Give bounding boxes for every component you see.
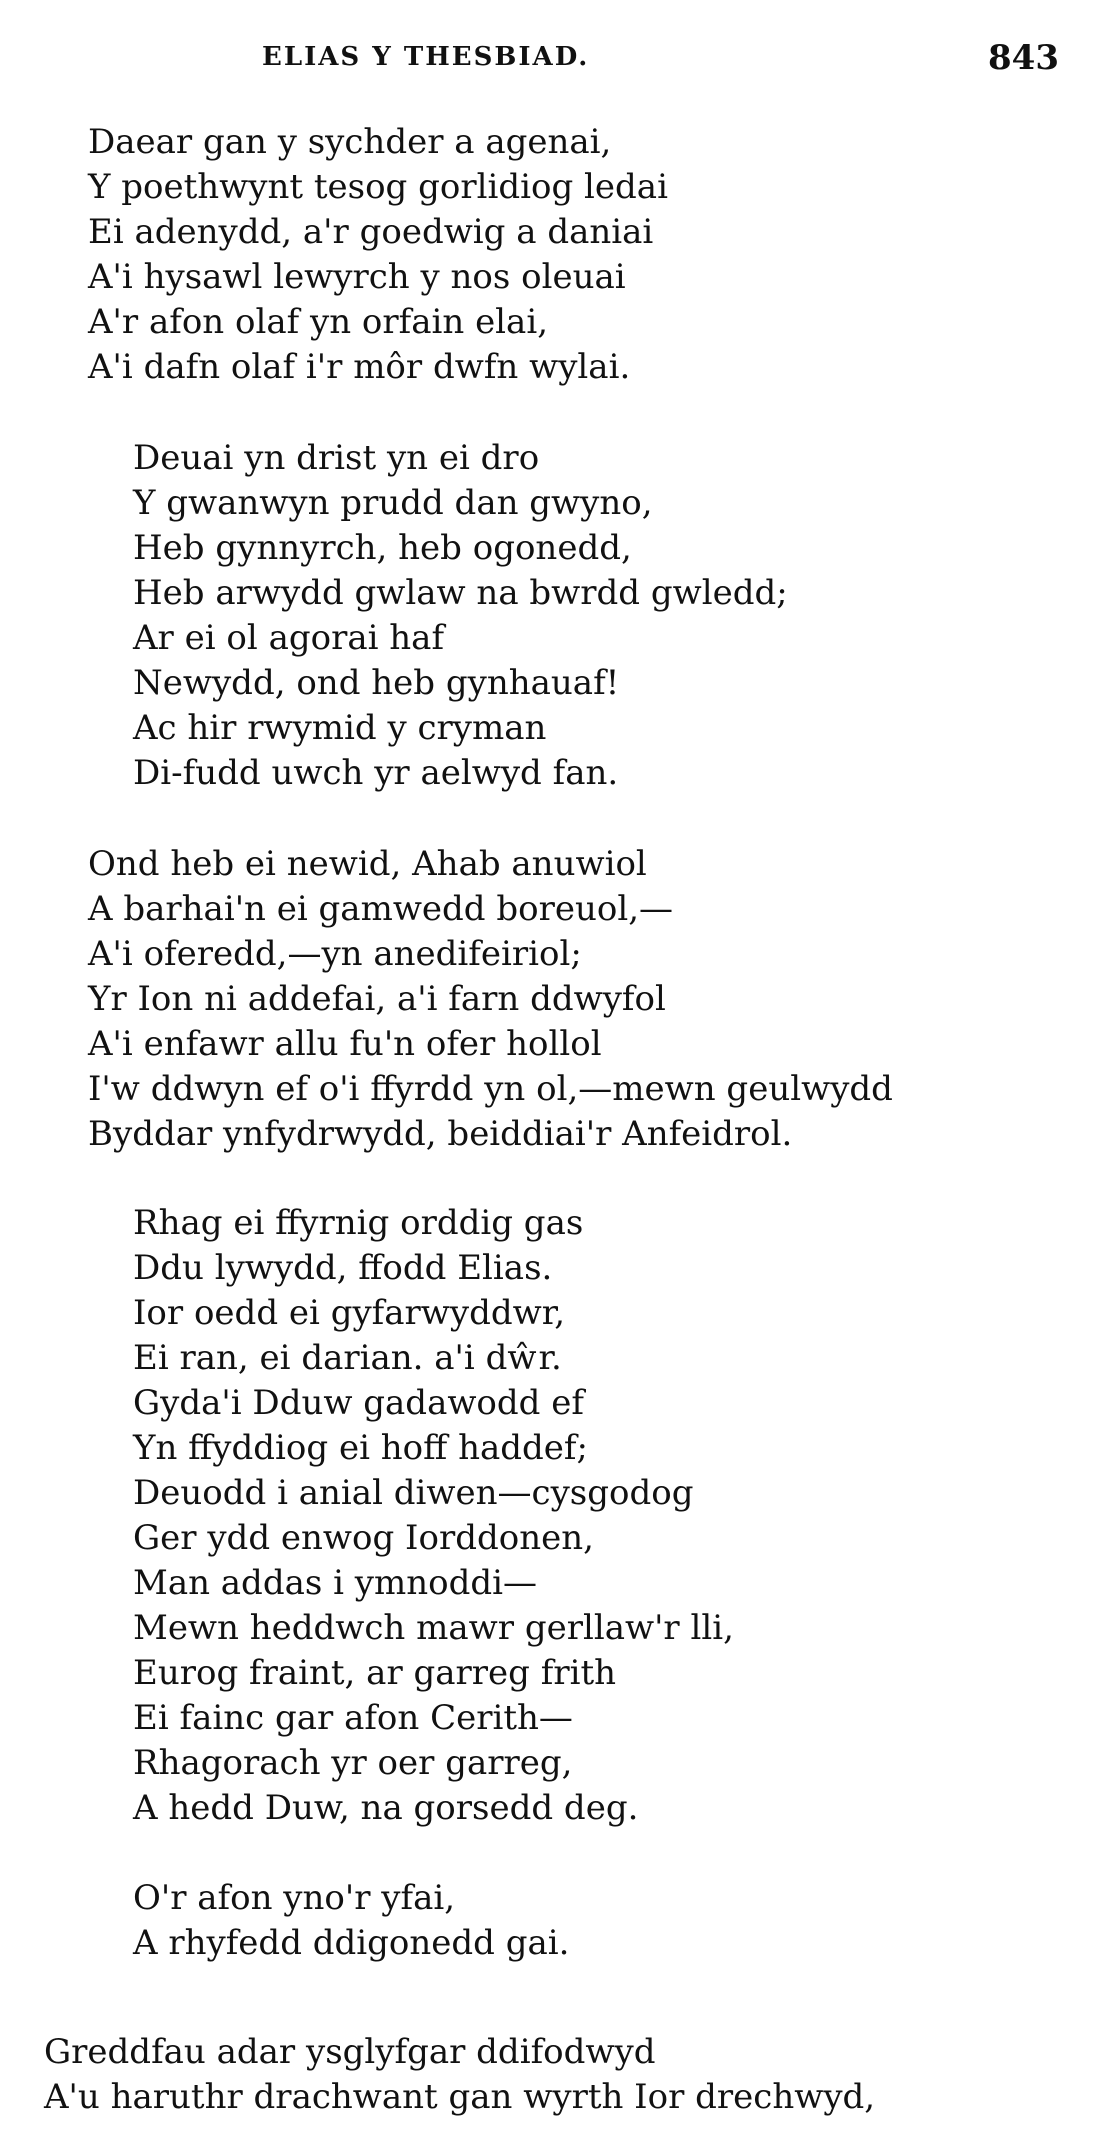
verse-line: Heb arwydd gwlaw na bwrdd gwledd;: [133, 573, 788, 613]
verse-line: Ger ydd enwog Iorddonen,: [133, 1518, 594, 1558]
verse-line: Newydd, ond heb gynhauaf!: [133, 663, 620, 703]
verse-line: I'w ddwyn ef o'i ffyrdd yn ol,—mewn geulwydd: [88, 1069, 893, 1109]
stanza-2: [133, 436, 788, 796]
verse-line: Yn ffyddiog ei hoff haddef;: [133, 1428, 588, 1468]
verse-line: A'u haruthr drachwant gan wyrth Ior drechwyd,: [44, 2077, 876, 2117]
verse-line: A'i enfawr allu fu'n ofer hollol: [88, 1024, 602, 1064]
verse-line: O'r afon yno'r yfai,: [133, 1878, 456, 1918]
verse-line: Daear gan y sychder a agenai,: [88, 122, 612, 162]
verse-line: Byddar ynfydrwydd, beiddiai'r Anfeidrol.: [88, 1114, 793, 1154]
verse-line: Ei ran, ei darian. a'i dŵr.: [133, 1338, 562, 1378]
verse-line: A'r afon olaf yn orfain elai,: [88, 302, 549, 342]
verse-line: Heb gynnyrch, heb ogonedd,: [133, 528, 632, 568]
verse-line: Rhagorach yr oer garreg,: [133, 1743, 573, 1783]
verse-line: Ei fainc gar afon Cerith—: [133, 1698, 573, 1738]
stanza-1: [88, 120, 668, 390]
verse-line: Ei adenydd, a'r goedwig a daniai: [88, 212, 654, 252]
verse-line: Yr Ion ni addefai, a'i farn ddwyfol: [88, 979, 666, 1019]
verse-line: Man addas i ymnoddi—: [133, 1563, 538, 1603]
running-head: [0, 38, 1099, 78]
verse-line: Gyda'i Dduw gadawodd ef: [133, 1383, 584, 1423]
stanza-6: [44, 2030, 875, 2120]
verse-line: A'i dafn olaf i'r môr dwfn wylai.: [88, 347, 631, 387]
verse-line: Y poethwynt tesog gorlidiog ledai: [88, 167, 668, 207]
verse-line: Greddfau adar ysglyfgar ddifodwyd: [44, 2032, 656, 2072]
running-title: ELIAS Y THESBIAD.: [262, 42, 590, 72]
verse-line: Ac hir rwymid y cryman: [133, 708, 547, 748]
verse-line: Rhag ei ffyrnig orddig gas: [133, 1203, 584, 1243]
verse-line: Y gwanwyn prudd dan gwyno,: [133, 483, 653, 523]
verse-line: Ddu lywydd, ffodd Elias.: [133, 1248, 553, 1288]
verse-line: Deuai yn drist yn ei dro: [133, 438, 540, 478]
verse-line: A'i oferedd,—yn anedifeiriol;: [88, 934, 582, 974]
verse-line: A hedd Duw, na gorsedd deg.: [133, 1788, 639, 1828]
verse-line: Ond heb ei newid, Ahab anuwiol: [88, 844, 647, 884]
verse-line: Ar ei ol agorai haf: [133, 618, 445, 658]
verse-line: Ior oedd ei gyfarwyddwr,: [133, 1293, 566, 1333]
verse-line: A barhai'n ei gamwedd boreuol,—: [88, 889, 674, 929]
verse-line: A rhyfedd ddigonedd gai.: [133, 1923, 570, 1963]
verse-line: Di-fudd uwch yr aelwyd fan.: [133, 753, 619, 793]
stanza-5: [133, 1876, 569, 1966]
stanza-4: [133, 1201, 734, 1831]
stanza-3: [88, 842, 893, 1157]
page-number: 843: [988, 38, 1059, 78]
verse-line: Eurog fraint, ar garreg frith: [133, 1653, 617, 1693]
verse-line: Mewn heddwch mawr gerllaw'r lli,: [133, 1608, 734, 1648]
verse-line: A'i hysawl lewyrch y nos oleuai: [88, 257, 626, 297]
verse-line: Deuodd i anial diwen—cysgodog: [133, 1473, 694, 1513]
